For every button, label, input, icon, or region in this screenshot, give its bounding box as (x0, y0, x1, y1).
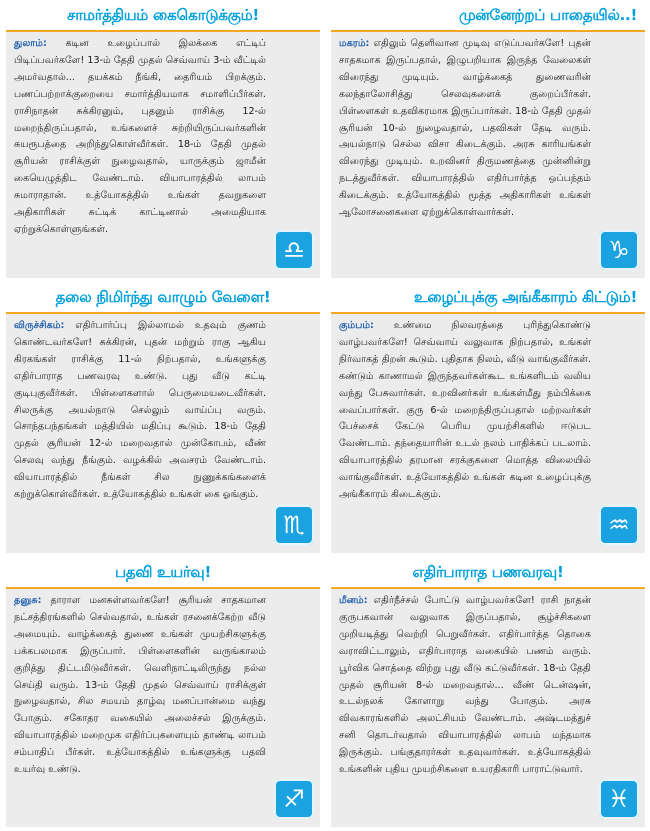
aquarius-icon: ♒ (599, 505, 639, 545)
card-title: உழைப்புக்கு அங்கீகாரம் கிட்டும்! (414, 288, 637, 306)
card-body (6, 312, 320, 553)
card-body (331, 312, 645, 553)
prediction-text: தாராள மனசுள்ளவர்களே! சூரியன் சாதகமான நட்சத்திரங்களில் செல்வதால், உங்கள் ரசனைக்கேற்ற வீடு அமையும். வாழ்க்கைத் துணை உங்கள் முயற்சிகளுக்கு பக்கபலமாக இருப்பார். பிள்ளைகளின் வருங்காலம் குறித்து திட்டமிடுவீர்கள். வெளிநாட்டிலிருந்து நல்ல செய்தி வரும். 13-ம் தேதி முதல் செவ்வாய் ராசிக்குள் நுழைவதால், சில சமயம் தாழ்வு மனப்பான்மை வந்து போகும். சகோதர வகையில் அலைச்சல் இருக்கும். வியாபாரத்தில் மறைமுக எதிர்ப்புகளையும் தாண்டி லாபம் சம்பாதிப் பீர்கள். உத்யோகத்தில் உங்களுக்கு பதவி உயர்வு உண்டு. (14, 595, 266, 776)
prediction-text: கடின உழைப்பால் இலக்கை எட்டிப் பிடிப்பவர்களே! 13-ம் தேதி முதல் செவ்வாய் 3-ம் வீட்டில் அமர்வதால்... தயக்கம் நீங்கி, தைரியம் பிறக்கும். பணப்பற்றாக்குறையை சமார்த்தியமாக சமாளிப்பீர்கள். ராசிநாதன் சுக்கிரனும், புதனும் ராசிக்கு 12-ல் மறைந்திருப்பதால், உங்களைச் சுற்றியிருப்பவர்களின் சுயரூபத்தை அறிந்துகொள்வீர்கள். 18-ம் தேதி முதல் சூரியன் ராசிக்குள் நுழைவதால், யாருக்கும் ஜாமீன் கையெழுத்திட வேண்டாம். வியாபாரத்தில் லாபம் சுமாராதான். உத்யோகத்தில் உங்கள் தவறுகளை அதிகாரிகள் சுட்டிக் காட்டினால் அமைதியாக ஏற்றுக்கொள்ளுங்கள். (14, 38, 266, 235)
horoscope-card-aquarius (325, 282, 650, 557)
card-title: தலை நிமிர்ந்து வாழும் வேளை! (55, 288, 271, 306)
sign-label: மகரம்: (339, 38, 370, 49)
capricorn-icon: ♑ (599, 230, 639, 270)
card-title: சாமர்த்தியம் கைகொடுக்கும்! (67, 6, 259, 24)
card-body (331, 30, 645, 278)
prediction-text: உண்மை நிலவரத்தை புரிந்துகொண்டு வாழ்பவர்களே! செவ்வாய் வலுவாக நிற்பதால், உங்கள் நிர்வாகத் திறன் கூடும். புதிதாக நிலம், வீடு வாங்குவீர்கள். கண்டும் காணாமல் இருந்தவர்கள்கூட உங்களிடம் வலிய வந்து பேசுவார்கள். உறவினர்கள் உங்கள்மீது நம்பிக்கை வைப்பார்கள். குரு 6-ல் மறைந்திருப்பதால் மற்றவர்கள் பேச்சைக் கேட்டு பெரிய முயற்சிகளில் ஈடுபட வேண்டாம். தந்தையாரின் உடல் நலம் பாதிக்கப் படலாம். வியாபாரத்தில் தரமான சரக்குகளை மொத்த விலையில் வாங்குவீர்கள். உத்யோகத்தில் உங்கள் கடின உழைப்புக்கு அங்கீகாரம் கிடைக்கும். (339, 320, 591, 501)
prediction-text: எதிர்பார்ப்பு இல்லாமல் உதவும் குணம் கொண்டவர்களே! சுக்கிரன், புதன் மற்றும் ராகு ஆகிய கிரகங்கள் ராசிக்கு 11-ல் நிற்பதால், உங்களுக்கு எதிர்பாராத பணவரவு உண்டு. புது வீடு கட்டி குடிபுகுவீர்கள். பிள்ளைகளால் பெருமையடைவீர்கள். சிலருக்கு அயல்நாடு செல்லும் வாய்ப்பு வரும். சொந்தபந்தங்கள் மத்தியில் மதிப்பு கூடும். 18-ம் தேதி முதல் சூரியன் 12-ல் மறைவதால் முன்கோபம், வீண் செலவு வந்து நீங்கும். வழக்கில் அவசரம் வேண்டாம். வியாபாரத்தில் நீங்கள் சில நுணுக்கங்களைக் கற்றுக்கொள்வீர்கள். உத்யோகத்தில் உங்கள் கை ஓங்கும். (14, 320, 266, 501)
card-title: பதவி உயர்வு! (114, 563, 212, 581)
horoscope-card-sagittarius (0, 557, 325, 831)
prediction-text: எதிர்நீச்சல் போட்டு வாழ்பவர்களே! ராசி நாதன் குருபகவான் வலுவாக இருப்பதால், சூழ்ச்சிகளை முறியடித்து வெற்றி பெறுவீர்கள். எதிர்பார்த்த தொகை வராவிட்டாலும், எதிர்பாராத வகையில் பணம் வரும். பூர்விக சொத்தை விற்று புது வீடு கட்டுவீர்கள். 18-ம் தேதி முதல் சூரியன் 8-ல் மறைவதால்... வீண் டென்ஷன், உடல்நலக் கோளாறு வந்து போகும். அரசு விவகாரங்களில் அலட்சியம் வேண்டாம். அஷ்டமத்துச் சனி தொடர்வதால் வியாபாரத்தில் லாபம் மந்தமாக இருக்கும். பங்குதாரர்கள் உதவுவார்கள். உத்யோகத்தில் உங்களின் புதிய முயற்சிகளை உயரதிகாரி பாராட்டுவார். (339, 595, 591, 776)
prediction-text: எதிலும் தெளிவான முடிவு எடுப்பவர்களே! புதன் சாதகமாக இருப்பதால், இழுபறியாக இருந்த வேலைகள் விரைந்து முடியும். வாழ்க்கைத் துணைவரின் கலந்தாலோசித்து செலவுகளைக் குறைப்பீர்கள். பிள்ளைகள் உதவிகரமாக இருப்பார்கள். 18-ம் தேதி முதல் சூரியன் 10-ல் நுழைவதால், பதவிகள் தேடி வரும். அயல்நாடு செல்ல விசா கிடைக்கும். அரசு காரியங்கள் விரைந்து முடியும். உறவினர் திருமணத்தை முன்னின்று நடத்துவீர்கள். வியாபாரத்தில் எதிர்பார்த்த ஒப்பந்தம் கிடைக்கும். உத்யோகத்தில் மூத்த அதிகாரிகள் உங்கள் ஆலோசனைகளை ஏற்றுக்கொள்வார்கள். (339, 38, 591, 219)
sagittarius-icon: ♐ (274, 779, 314, 819)
sign-label: விருச்சிகம்: (14, 320, 65, 331)
sign-label: மீனம்: (339, 595, 368, 606)
sign-label: கும்பம்: (339, 320, 374, 331)
horoscope-card-pisces (325, 557, 650, 831)
sign-label: துலாம்: (14, 38, 47, 49)
card-body (6, 587, 320, 827)
libra-icon: ♎ (274, 230, 314, 270)
pisces-icon: ♓ (599, 779, 639, 819)
scorpio-icon: ♏ (274, 505, 314, 545)
card-body (331, 587, 645, 827)
sign-label: தனுசு: (14, 595, 42, 606)
card-title: எதிர்பாராத பணவரவு! (412, 563, 564, 581)
horoscope-card-libra (0, 0, 325, 282)
card-body (6, 30, 320, 278)
card-title: முன்னேற்றப் பாதையில்..! (458, 6, 637, 24)
horoscope-card-scorpio (0, 282, 325, 557)
horoscope-card-capricorn (325, 0, 650, 282)
